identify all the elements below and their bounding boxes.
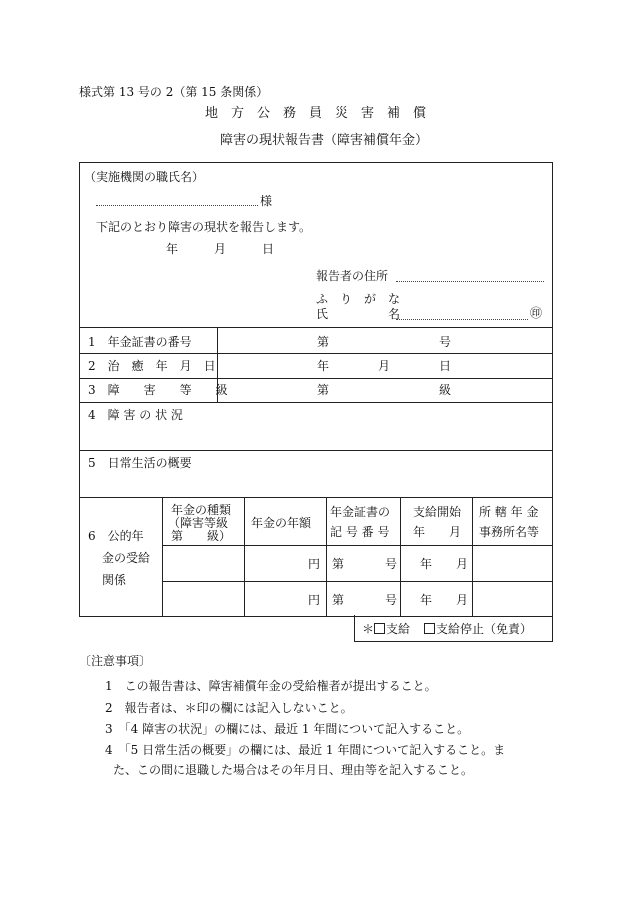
row2-no-suffix: 号 — [385, 593, 398, 607]
divider — [326, 497, 327, 616]
note-item-continued: た、この間に退職した場合はその年月日、理由等を記入すること。 — [113, 763, 474, 777]
col-certificate-no-line2: 記 号 番 号 — [330, 525, 390, 539]
col-pension-office-line1: 所 轄 年 金 — [479, 505, 539, 519]
addressee-honorific: 様 — [260, 194, 273, 208]
payment-checkbox[interactable] — [374, 623, 385, 634]
row-daily-life-label: 5 日常生活の概要 — [88, 456, 192, 470]
row2-start-ym: 年 月 — [420, 593, 469, 607]
divider — [80, 353, 552, 354]
divider — [162, 497, 163, 616]
row2-yen: 円 — [308, 593, 321, 607]
divider — [80, 378, 552, 379]
addressee-label: （実施機関の職氏名） — [84, 170, 205, 184]
col-pension-office-line2: 事務所名等 — [479, 525, 540, 539]
row-disability-status-label: 4 障 害 の 状 況 — [88, 408, 183, 422]
notes-heading: 〔注意事項〕 — [79, 654, 152, 668]
row1-start-ym: 年 月 — [420, 557, 469, 571]
pension-section-label-1: 6 公的年 — [88, 529, 144, 543]
divider — [162, 581, 552, 582]
row-healing-date-month: 月 — [378, 359, 391, 373]
col-pension-type-line1: 年金の種類 — [171, 503, 232, 517]
title-line1: 地 方 公 務 員 災 害 補 償 — [205, 106, 427, 121]
col-start-date-line1: 支給開始 — [413, 505, 462, 519]
payment-option-label: 支給 — [386, 622, 411, 636]
row1-no-prefix: 第 — [332, 557, 345, 571]
divider — [80, 497, 552, 498]
report-form — [79, 162, 553, 617]
asterisk-mark: ＊ — [362, 622, 375, 636]
seal-mark: ㊞ — [530, 306, 543, 320]
note-item: 1 この報告書は、障害補償年金の受給権者が提出すること。 — [105, 679, 437, 693]
suspension-option-label: 支給停止（免責） — [436, 622, 533, 636]
payment-status-row — [362, 623, 532, 635]
col-annual-amount: 年金の年額 — [251, 516, 312, 530]
row-disability-grade-label: 3 障 害 等 級 — [88, 383, 228, 397]
divider — [472, 497, 473, 616]
pension-section-label-3: 関係 — [102, 573, 127, 587]
row-pension-certificate-label: 1 年金証書の番号 — [88, 335, 192, 349]
row-healing-date-day: 日 — [439, 359, 452, 373]
form-number: 様式第 13 号の 2（第 15 条関係） — [79, 85, 269, 99]
divider — [80, 327, 552, 328]
divider — [80, 402, 552, 403]
report-statement: 下記のとおり障害の現状を報告します。 — [96, 220, 312, 234]
reporter-name-field[interactable] — [396, 319, 528, 320]
report-date[interactable]: 年 月 日 — [166, 242, 275, 256]
row1-no-suffix: 号 — [385, 557, 398, 571]
divider — [80, 450, 552, 451]
reporter-address-label: 報告者の住所 — [316, 269, 389, 283]
row2-no-prefix: 第 — [332, 593, 345, 607]
row-pension-certificate-suffix: 号 — [439, 335, 452, 349]
col-start-date-line2: 年 月 — [413, 525, 462, 539]
row-healing-date-year: 年 — [317, 359, 330, 373]
payment-status-box — [354, 615, 553, 642]
name-label: 氏 名 — [316, 307, 401, 321]
row-healing-date-label: 2 治 癒 年 月 日 — [88, 359, 216, 373]
furigana-label: ふ り が な — [316, 292, 401, 306]
row-pension-certificate-prefix: 第 — [317, 335, 330, 349]
note-item: 3 「4 障害の状況」の欄には、最近 1 年間について記入すること。 — [105, 722, 470, 736]
note-item: 4 「5 日常生活の概要」の欄には、最近 1 年間について記入すること。ま — [105, 743, 506, 757]
divider — [400, 497, 401, 616]
col-pension-type-line2: （障害等級 — [168, 516, 229, 530]
pension-section-label-2: 金の受給 — [102, 551, 151, 565]
page-title: 障害の現状報告書（障害補償年金） — [220, 133, 429, 148]
addressee-name-field[interactable] — [96, 205, 258, 206]
note-item: 2 報告者は、＊印の欄には記入しないこと。 — [105, 701, 353, 715]
row-disability-grade-prefix: 第 — [317, 383, 330, 397]
reporter-address-field[interactable] — [396, 281, 544, 282]
row1-yen: 円 — [308, 557, 321, 571]
col-pension-type-line3: 第 級） — [171, 529, 232, 543]
divider — [244, 497, 245, 616]
row-disability-grade-suffix: 級 — [439, 383, 452, 397]
suspension-checkbox[interactable] — [424, 623, 435, 634]
col-certificate-no-line1: 年金証書の — [330, 505, 391, 519]
divider — [162, 545, 552, 546]
